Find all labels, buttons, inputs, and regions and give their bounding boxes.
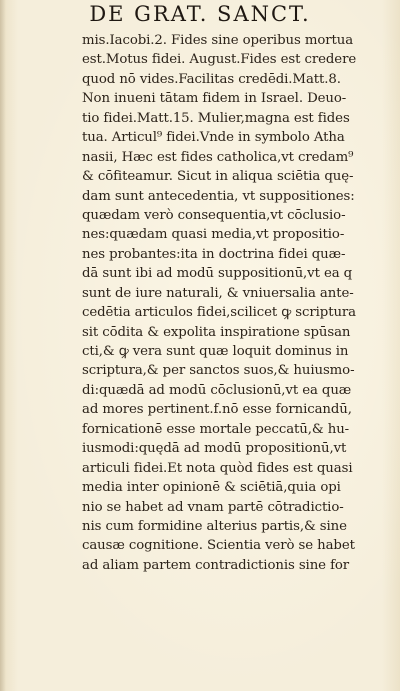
text-line: Non inueni tātam fidem in Israel. Deuo-	[82, 91, 347, 107]
body-text	[82, 31, 388, 575]
text-line: quædam verò consequentia,vt cōclusio-	[82, 207, 346, 223]
text-line: dā sunt ibi ad modū suppositionū,vt ea q	[82, 266, 353, 282]
text-line: quod nō vides.Facilitas credēdi.Matt.8.	[82, 71, 341, 87]
text-line: causæ cognitione. Scientia verò se habet	[82, 538, 355, 554]
text-line: cedētia articulos fidei,scilicet ꝙ scriptura	[82, 305, 356, 321]
page-gutter-shadow	[0, 0, 6, 691]
text-line: iusmodi:quędā ad modū propositionū,vt	[82, 441, 347, 457]
text-line: media inter opinionē & sciētiā,quia opi	[82, 480, 341, 496]
text-line: est.Motus fidei. August.Fides est credere	[82, 52, 357, 68]
text-line: articuli fidei.Et nota quòd fides est quasi	[82, 460, 353, 476]
text-line: di:quædā ad modū cōclusionū,vt ea quæ	[82, 382, 352, 398]
text-line: mis.Iacobi.2. Fides sine operibus mortua	[82, 33, 354, 48]
text-line: ad mores pertinent.f.nō esse fornicandū,	[82, 402, 352, 418]
text-line: nio se habet ad vnam partē cōtradictio-	[82, 499, 344, 515]
text-line: scriptura,& per sanctos suos,& huiusmo-	[82, 363, 355, 379]
text-line: sunt de iure naturali, & vniuersalia ante-	[82, 285, 354, 301]
text-line: nes probantes:ita in doctrina fidei quæ-	[82, 246, 346, 262]
text-line: dam sunt antecedentia, vt suppositiones:	[82, 188, 355, 204]
text-line: nasii, Hæc est fides catholica,vt credam⁹	[82, 149, 354, 165]
running-head: DE GRAT. SANCT.	[89, 2, 311, 26]
text-line: tio fidei.Matt.15. Mulier,magna est fides	[82, 110, 350, 126]
text-line: nis cum formidine alterius partis,& sine	[82, 518, 347, 534]
text-line: nes:quædam quasi media,vt propositio-	[82, 227, 345, 243]
text-line: fornicationē esse mortale peccatū,& hu-	[82, 421, 350, 437]
text-line: sit cōdita & expolita inspiratione spūsan	[82, 324, 351, 340]
text-line: & cōfiteamur. Sicut in aliqua sciētia quę-	[82, 169, 354, 185]
text-line: cti,& ꝙ vera sunt quæ loquit dominus in	[82, 344, 349, 359]
text-line: tua. Articul⁹ fidei.Vnde in symbolo Atha	[82, 130, 345, 146]
text-line: ad aliam partem contradictionis sine for	[82, 557, 350, 573]
